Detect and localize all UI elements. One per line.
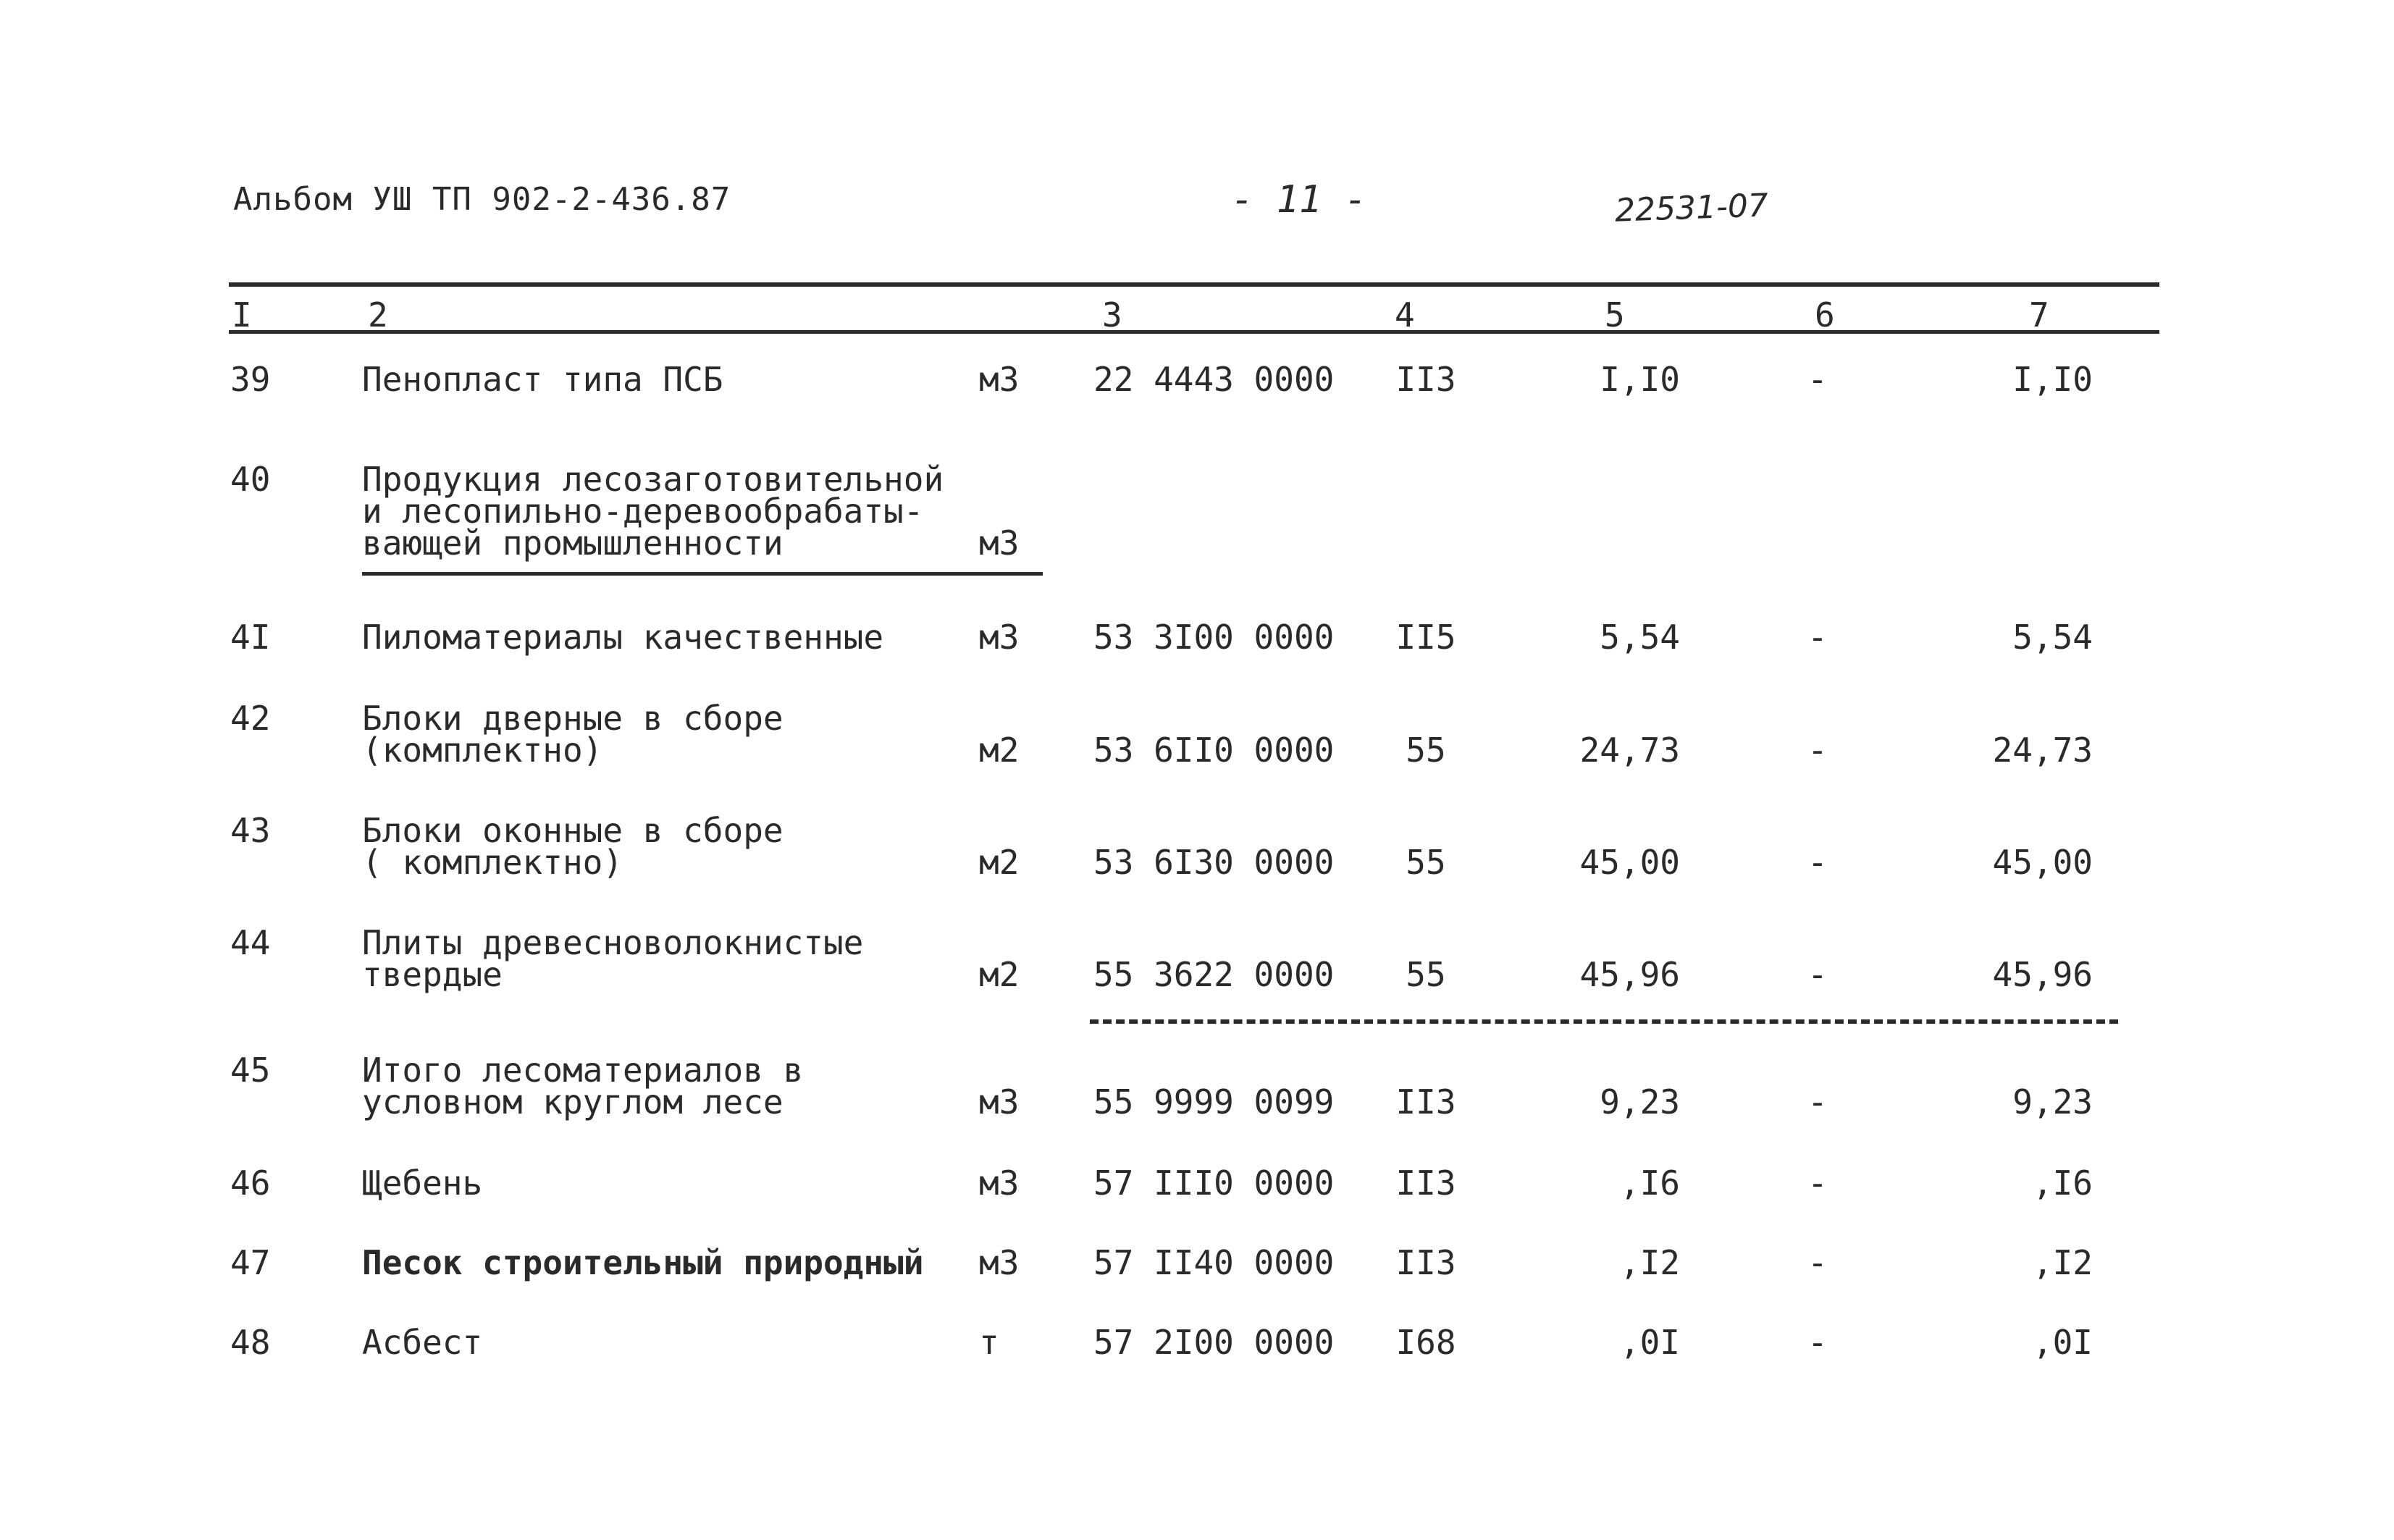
product-code: 57 II40 0000 <box>1093 1243 1335 1282</box>
material-name: Пенопласт типа ПСБ <box>362 360 723 399</box>
column-7-value: 9,23 <box>2012 1082 2093 1122</box>
material-name-line-1: Продукция лесозаготовительной <box>362 460 944 499</box>
product-code: 55 9999 0099 <box>1093 1082 1335 1122</box>
album-title: Альбом УШ ТП 902-2-436.87 <box>233 181 731 218</box>
column-4-value: 55 <box>1406 955 1446 994</box>
dashed-separator <box>1090 1019 2118 1024</box>
unit: м2 <box>979 955 1020 994</box>
material-name-line-1: Итого лесоматериалов в <box>362 1051 804 1090</box>
unit: м3 <box>979 618 1020 657</box>
column-6-value: - <box>1807 618 1828 657</box>
column-number-7: 7 <box>2029 295 2049 334</box>
column-7-value: 45,96 <box>1992 955 2093 994</box>
material-name-line-1: Блоки дверные в сборе <box>362 699 784 738</box>
unit: м3 <box>979 1082 1020 1122</box>
row-number: 39 <box>230 360 271 399</box>
row-number: 42 <box>230 699 271 738</box>
column-number-1: I <box>232 295 252 334</box>
column-6-value: - <box>1807 1323 1828 1362</box>
column-4-value: II3 <box>1395 1243 1456 1282</box>
column-number-5: 5 <box>1605 295 1625 334</box>
column-7-value: ,I6 <box>2032 1164 2093 1203</box>
row-number: 40 <box>230 460 271 499</box>
document-code: 22531-07 <box>1614 187 1769 230</box>
product-code: 53 6I30 0000 <box>1093 843 1335 882</box>
column-4-value: II3 <box>1395 360 1456 399</box>
column-7-value: 5,54 <box>2012 618 2093 657</box>
product-code: 53 6II0 0000 <box>1093 731 1335 770</box>
column-number-6: 6 <box>1815 295 1835 334</box>
column-5-value: 24,73 <box>1579 731 1680 770</box>
column-6-value: - <box>1807 1082 1828 1122</box>
material-name: Пиломатериалы качественные <box>362 618 884 657</box>
column-5-value: 9,23 <box>1600 1082 1680 1122</box>
material-name: Асбест <box>362 1323 483 1362</box>
group-heading-underline <box>362 572 1043 576</box>
row-number: 47 <box>230 1243 271 1282</box>
unit: м3 <box>979 360 1020 399</box>
column-4-value: 55 <box>1406 843 1446 882</box>
column-5-value: ,I6 <box>1619 1164 1680 1203</box>
column-4-value: II5 <box>1395 618 1456 657</box>
column-5-value: ,I2 <box>1619 1243 1680 1282</box>
column-5-value: 45,00 <box>1579 843 1680 882</box>
row-number: 48 <box>230 1323 271 1362</box>
table-top-rule <box>229 282 2159 287</box>
product-code: 22 4443 0000 <box>1093 360 1335 399</box>
column-4-value: I68 <box>1395 1323 1456 1362</box>
column-number-4: 4 <box>1395 295 1415 334</box>
column-number-3: 3 <box>1102 295 1122 334</box>
table-header-rule <box>229 330 2159 334</box>
unit: м2 <box>979 843 1020 882</box>
column-6-value: - <box>1807 731 1828 770</box>
material-name-line-2: ( комплектно) <box>362 843 623 882</box>
column-6-value: - <box>1807 955 1828 994</box>
material-name-line-1: Блоки оконные в сборе <box>362 811 784 850</box>
material-name-line-2: условном круглом лесе <box>362 1082 784 1122</box>
column-number-2: 2 <box>368 295 388 334</box>
unit: м3 <box>979 523 1020 563</box>
row-number: 45 <box>230 1051 271 1090</box>
row-number: 46 <box>230 1164 271 1203</box>
column-4-value: 55 <box>1406 731 1446 770</box>
column-4-value: II3 <box>1395 1164 1456 1203</box>
material-name: Песок строительный природный <box>362 1243 924 1282</box>
material-name-line-1: Плиты древесноволокнистые <box>362 923 864 962</box>
column-7-value: I,I0 <box>2012 360 2093 399</box>
row-number: 4I <box>230 618 271 657</box>
column-4-value: II3 <box>1395 1082 1456 1122</box>
material-name-line-2: (комплектно) <box>362 731 603 770</box>
unit: м3 <box>979 1243 1020 1282</box>
column-5-value: I,I0 <box>1600 360 1680 399</box>
product-code: 55 3622 0000 <box>1093 955 1335 994</box>
material-name: Щебень <box>362 1164 483 1203</box>
unit: м2 <box>979 731 1020 770</box>
material-name-line-3: вающей промышленности <box>362 523 784 563</box>
column-7-value: ,0I <box>2032 1323 2093 1362</box>
page-number: - 11 - <box>1231 178 1367 222</box>
column-7-value: 45,00 <box>1992 843 2093 882</box>
column-6-value: - <box>1807 1164 1828 1203</box>
product-code: 57 2I00 0000 <box>1093 1323 1335 1362</box>
material-name-line-2: твердые <box>362 955 503 994</box>
column-6-value: - <box>1807 360 1828 399</box>
unit: м3 <box>979 1164 1020 1203</box>
column-6-value: - <box>1807 843 1828 882</box>
column-5-value: 45,96 <box>1579 955 1680 994</box>
column-5-value: 5,54 <box>1600 618 1680 657</box>
column-7-value: ,I2 <box>2032 1243 2093 1282</box>
row-number: 44 <box>230 923 271 962</box>
column-5-value: ,0I <box>1619 1323 1680 1362</box>
column-6-value: - <box>1807 1243 1828 1282</box>
material-name-line-2: и лесопильно-деревообрабаты- <box>362 492 924 531</box>
row-number: 43 <box>230 811 271 850</box>
unit: т <box>979 1323 999 1362</box>
column-7-value: 24,73 <box>1992 731 2093 770</box>
product-code: 53 3I00 0000 <box>1093 618 1335 657</box>
product-code: 57 III0 0000 <box>1093 1164 1335 1203</box>
